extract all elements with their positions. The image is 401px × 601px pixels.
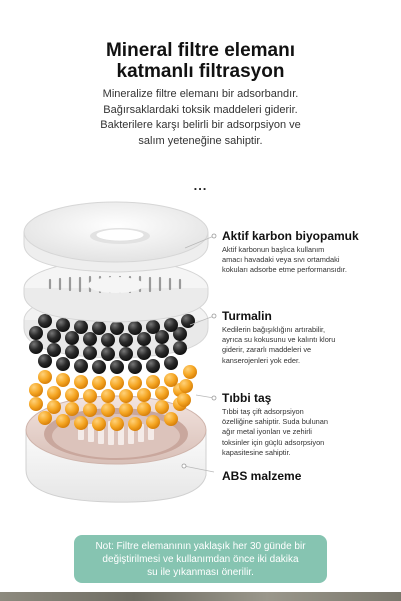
activated-carbon-disc [24,202,208,272]
callout-title: Aktif karbon biyopamuk [222,229,359,243]
intro-text [0,87,401,149]
desc-line: toksinler için güçlü adsorpsiyon [222,437,325,447]
bottom-photo-strip [0,592,401,601]
page-title [0,40,401,82]
callout-title: Turmalin [222,309,272,323]
callout-abs-material [222,469,301,483]
desc-line: özelliğine sahiptir. Suda bulunan [222,417,329,427]
callout-title: Tıbbi taş [222,391,272,405]
desc-line: kokuları adsorbe etme performansıdır. [222,265,347,275]
ellipsis-divider: ... [193,178,208,193]
title-line-2: katmanlı filtrasyon [116,61,285,82]
intro-line-3: Bakterilere karşı belirli bir adsorpsiyon ve [100,119,301,131]
callout-tourmaline [222,309,335,366]
intro-line-4: salım yeteneğine sahiptir. [138,134,263,147]
desc-line: giderir, zararlı maddeleri ve [222,345,312,355]
note-box [74,535,327,583]
note-line-3: su ile yıkanması önerilir. [147,567,254,578]
desc-line: ağır metal iyonları ve zehirli [222,427,312,437]
note-line-2: değiştirilmesi ve kullanımdan önce iki dakika [102,554,299,565]
callout-title: ABS malzeme [222,469,302,483]
intro-line-2: Bağırsaklardaki toksik maddeleri giderir. [103,103,298,116]
desc-line: Kedilerin bağışıklığını artırabilir, [222,325,326,334]
callout-description [222,245,359,276]
desc-line: ayrıca su kokusunu ve kalıntı kloru [222,335,336,345]
note-line-1: Not: Filtre elemanının yaklaşık her 30 günde bir [95,541,306,552]
desc-line: kapasitesine sahiptir. [222,447,291,457]
callout-medical-stone [222,391,328,458]
callout-activated-carbon [222,229,359,276]
desc-line: amacı havadaki veya sıvı ortamdaki [222,255,340,265]
intro-line-1: Mineralize filtre elemanı bir adsorbandır. [102,88,299,100]
title-line-1: Mineral filtre elemanı [105,40,295,61]
desc-line: kanserojenleri yok eder. [222,355,301,365]
desc-line: Tıbbi taş çift adsorpsiyon [222,407,304,416]
callout-description [222,407,328,458]
callout-description [222,325,335,366]
desc-line: Aktif karbonun başlıca kullanım [222,245,325,254]
